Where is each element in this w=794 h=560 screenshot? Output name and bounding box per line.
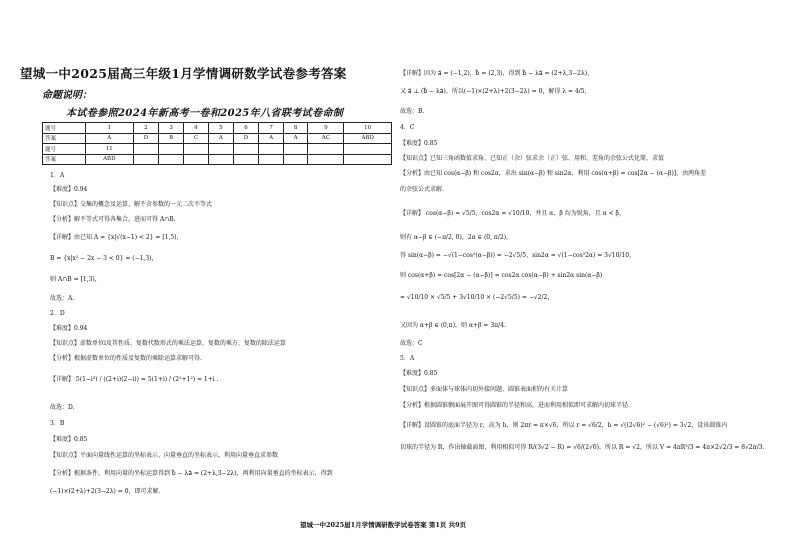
table-cell: [344, 144, 392, 155]
table-cell: A: [86, 133, 134, 144]
question-line: 切球的半径为 R，作出轴截面图，利用相似可得 R/(3√2 − R) = √6/(2√6)，所以 R = √2，所以 V = 4πR³/3 = 4π×2√2/3 = 8√2π/3.: [400, 444, 765, 451]
command-heading: 命题说明：: [42, 90, 92, 101]
question-line: 又 a⃗ ⊥ (b⃗ − λa⃗)，所以(−1)×(2+λ)+2(3−2λ) = 0，解得 λ = 4/5，: [400, 88, 591, 95]
question-line: 【详解】 cos(α−β) = √5/5，cos2α = √10/10，并且 α、β 均为锐角，且 α < β，: [400, 210, 625, 217]
table-cell: [308, 154, 344, 165]
question-line: 5．A: [400, 355, 415, 362]
table-cell: A: [209, 133, 234, 144]
question-line: 4．C: [400, 124, 415, 131]
question-line: 【知识点】多面体与球体内切外接问题、圆锥表面积的有关计算: [400, 386, 569, 393]
question-line: 【分析】根据虚数单位的性质及复数的乘除运算求解可得.: [50, 355, 202, 362]
question-line: (−1)×(2+λ)+2(3−2λ) = 0，即可求解.: [50, 488, 161, 495]
table-cell: 5: [209, 123, 234, 134]
table-row: [43, 133, 392, 144]
question-line: 又因为 α+β ∈ (0,π)，则 α+β = 3π/4.: [400, 322, 506, 329]
command-subheading: 本试卷参照2024年新高考一卷和2025年八省联考试卷命制: [66, 108, 344, 119]
question-line: 故选：C: [400, 340, 423, 347]
table-cell: 题号: [43, 144, 86, 155]
question-line: 【难度】0.85: [400, 370, 438, 377]
question-line: 【分析】解不等式可得各集合，进而可得 A∩B.: [50, 216, 176, 223]
question-line: 【难度】0.94: [50, 186, 88, 193]
table-cell: [183, 154, 208, 165]
table-cell: [259, 154, 284, 165]
table-cell: B: [159, 133, 184, 144]
table-cell: [183, 144, 208, 155]
table-cell: [233, 154, 259, 165]
table-cell: 9: [308, 123, 344, 134]
table-cell: [259, 144, 284, 155]
question-line: 【知识点】已知三角函数值求角、已知正（余）弦求余（正）弦、用和、差角的余弦公式化简、求值: [400, 155, 665, 162]
question-line: 【详解】因为 a⃗ = (−1,2)，b⃗ = (2,3)，得到 b⃗ − λa⃗ = (2+λ,3−2λ)，: [400, 70, 594, 77]
table-cell: ABD: [344, 133, 392, 144]
table-row: [43, 144, 392, 155]
question-line: 故选：A.: [50, 295, 75, 302]
table-row: [43, 154, 392, 165]
question-line: B = {x|x² − 2x − 3 < 0} = (−1,3)，: [50, 255, 158, 262]
question-line: 则 A∩B = [1,3)，: [50, 276, 101, 283]
table-cell: D: [133, 133, 159, 144]
question-line: 【分析】由已知 cos(α−β) 和 cos2α，求出 sin(α−β) 和 sin2α，利用 cos(α+β) = cos[2α − (α−β)]，由两角差: [400, 170, 707, 177]
table-cell: 答案: [43, 133, 86, 144]
table-cell: [308, 144, 344, 155]
question-line: 【详解】由已知 A = {x|√(x−1) < 2} = [1,5)，: [50, 234, 183, 241]
table-cell: [159, 144, 184, 155]
page-footer: 望城一中2025届1月学情调研数学试卷答案 第1页 共9页: [300, 521, 467, 529]
title: 望城一中2025届高三年级1月学情调研数学试卷参考答案: [20, 66, 347, 81]
table-cell: [133, 154, 159, 165]
answer-table: [42, 122, 392, 165]
table-cell: A: [259, 133, 284, 144]
table-cell: ABD: [86, 154, 134, 165]
table-cell: [344, 154, 392, 165]
question-line: 3．B: [50, 420, 65, 427]
table-cell: 4: [183, 123, 208, 134]
table-cell: 7: [259, 123, 284, 134]
question-line: 故选：D.: [50, 404, 75, 411]
question-line: 则 cos(α+β) = cos[2α − (α−β)] = cos2α cos(α−β) + sin2α sin(α−β): [400, 272, 603, 279]
question-line: 【知识点】交集的概念及运算、解不含参数的一元二次不等式: [50, 201, 213, 208]
question-line: 得 sin(α−β) = −√(1−cos²(α−β)) = −2√5/5，sin2α = √(1−cos²2α) = 3√10/10，: [400, 252, 636, 259]
table-cell: 2: [133, 123, 159, 134]
table-cell: D: [233, 133, 259, 144]
question-line: 【分析】根据圆锥侧面展开图可得圆锥的半径和高，进而利用相似即可求解内切球半径.: [400, 402, 630, 409]
table-cell: 11: [86, 144, 134, 155]
table-cell: 1: [86, 123, 134, 134]
question-line: 故选：B.: [400, 108, 425, 115]
table-cell: [209, 154, 234, 165]
question-line: 【难度】0.85: [400, 140, 438, 147]
table-cell: [283, 154, 308, 165]
table-cell: [159, 154, 184, 165]
question-line: 则有 α−β ∈ (−π/2, 0)，2α ∈ (0, π/2)，: [400, 234, 513, 241]
table-cell: [283, 144, 308, 155]
table-cell: 3: [159, 123, 184, 134]
table-row: [43, 123, 392, 134]
question-line: 【知识点】平面向量线性运算的坐标表示、向量垂直的坐标表示，利用向量垂直求参数: [50, 452, 279, 459]
question-line: 【分析】根据条件，利用向量的坐标运算得到 b⃗ − λa⃗ = (2+λ,3−2λ)，再利用向量垂直的坐标表示，得到: [50, 470, 333, 477]
question-line: = √10/10 × √5/5 + 3√10/10 × (−2√5/5) = −√2/2，: [400, 294, 554, 301]
question-line: 【知识点】虚数单位i及其性质、复数代数形式的乘法运算、复数的乘方、复数的除法运算: [50, 340, 286, 347]
table-cell: 6: [233, 123, 259, 134]
question-line: 的余弦公式求解.: [400, 186, 444, 193]
table-cell: 答案: [43, 154, 86, 165]
question-line: 【详解】设圆锥的底面半径为 r，高为 h，则 2πr = π×√6，所以 r = √6/2，h = √((2√6)² − (√6)²) = 3√2，设该圆锥内: [400, 422, 728, 429]
question-line: 1．A: [50, 172, 65, 179]
table-cell: 10: [344, 123, 392, 134]
table-cell: 题号: [43, 123, 86, 134]
question-line: 【详解】 5(1−i³) / ((2+i)(2−i)) = 5(1+i) / (2²+1²) = 1+i .: [50, 376, 219, 383]
question-line: 【难度】0.85: [50, 436, 88, 443]
table-cell: C: [183, 133, 208, 144]
table-cell: [233, 144, 259, 155]
table-cell: [209, 144, 234, 155]
question-line: 2．D: [50, 310, 65, 317]
question-line: 【难度】0.94: [50, 325, 88, 332]
table-cell: A: [283, 133, 308, 144]
table-cell: [133, 144, 159, 155]
table-cell: 8: [283, 123, 308, 134]
table-cell: AC: [308, 133, 344, 144]
